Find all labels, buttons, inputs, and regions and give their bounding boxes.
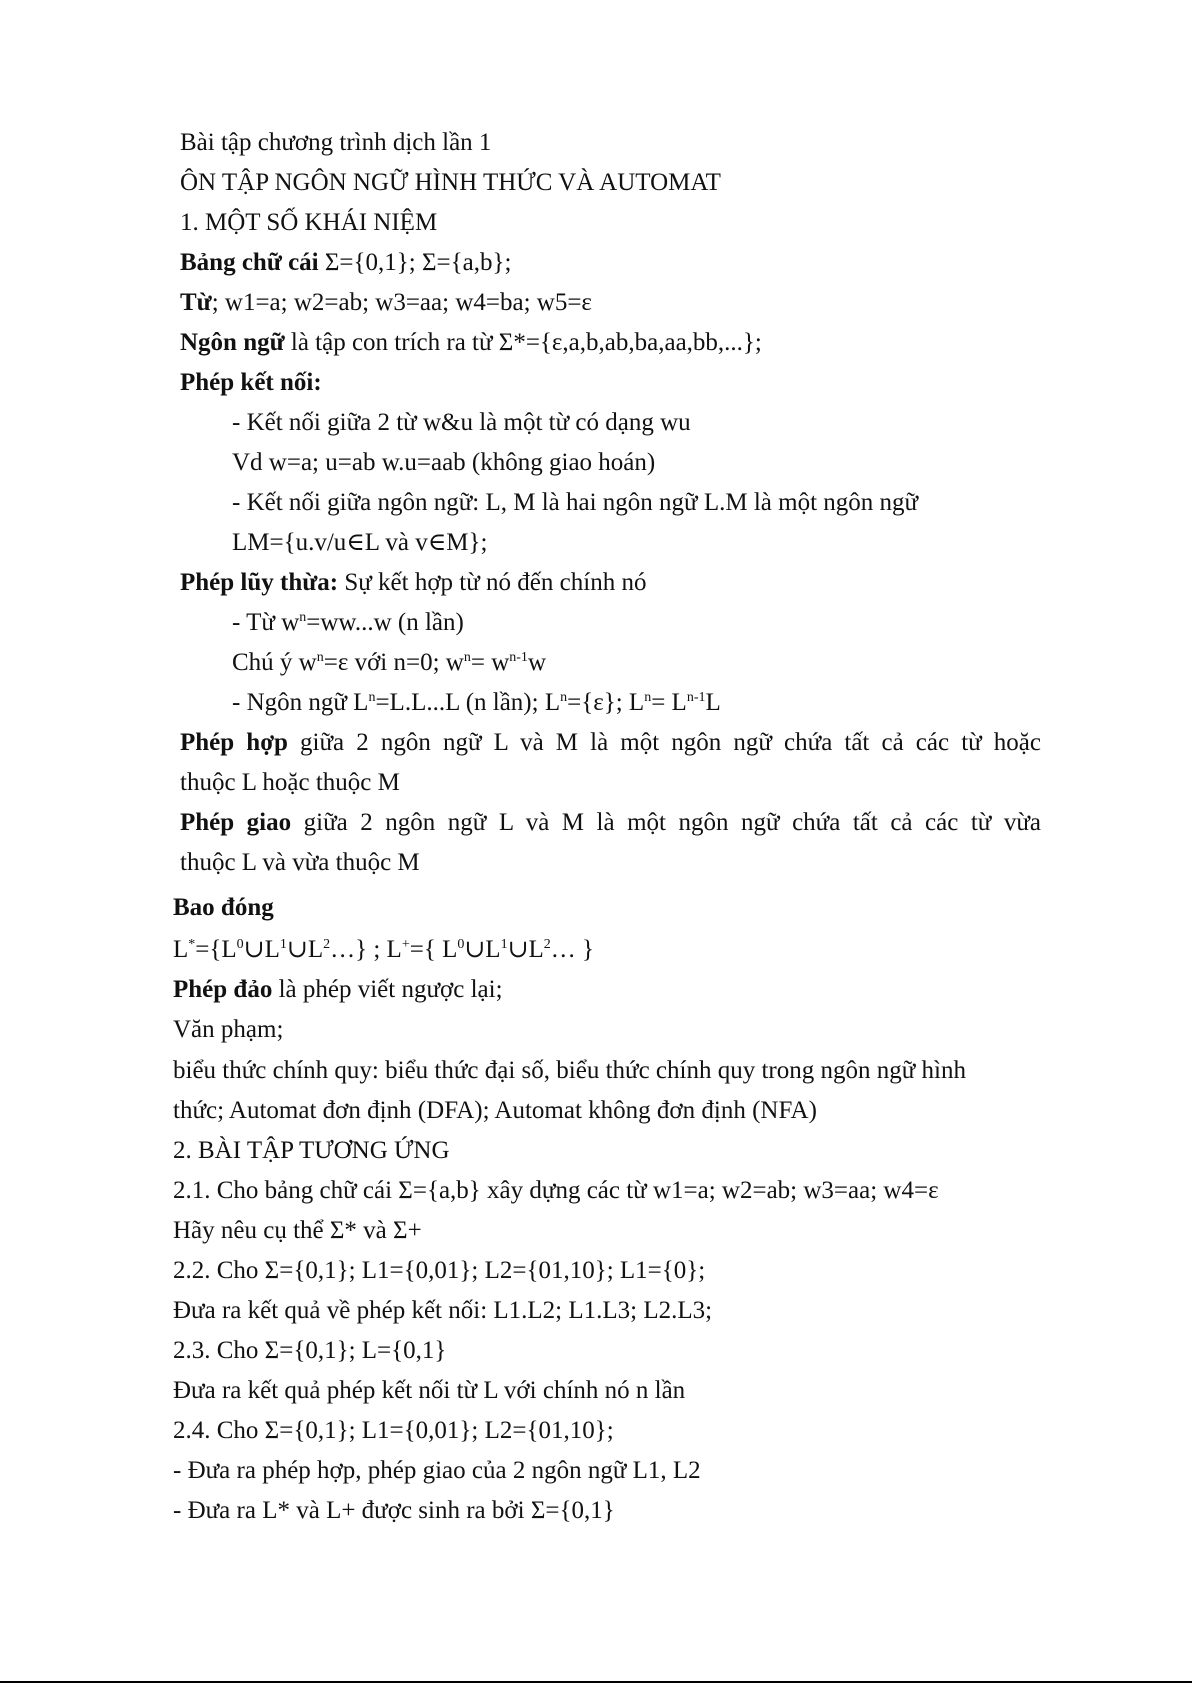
doc-subtitle: ÔN TẬP NGÔN NGỮ HÌNH THỨC VÀ AUTOMAT — [180, 169, 721, 196]
power-word: - Từ $w^n=ww...w$ (n lần) — [232, 609, 464, 636]
exercise-2-2: 2.2. Cho Σ={0,1}; L1={0,01}; L2={01,10}; L1={0}; — [173, 1257, 706, 1284]
doc-title: Bài tập chương trình dịch lần 1 — [180, 129, 492, 156]
concat-words: - Kết nối giữa 2 từ w&u là một từ có dạng wu — [232, 409, 691, 436]
union-def-cont: thuộc L hoặc thuộc M — [180, 769, 400, 796]
reverse-def: Phép đảo là phép viết ngược lại; — [173, 976, 503, 1003]
closure-heading: Bao đóng — [173, 894, 274, 921]
union-def: Phép hợp giữa 2 ngôn ngữ L và M là một ngôn ngữ chứa tất cả các từ hoặc — [180, 729, 1041, 756]
intersection-def-cont: thuộc L và vừa thuộc M — [180, 849, 420, 876]
concat-heading: Phép kết nối: — [180, 369, 322, 396]
exercise-2-4-task-1: - Đưa ra phép hợp, phép giao của 2 ngôn ngữ L1, L2 — [173, 1457, 701, 1484]
grammar-line: Văn phạm; — [173, 1016, 284, 1043]
section-1-heading: 1. MỘT SỐ KHÁI NIỆM — [180, 209, 438, 236]
power-heading: Phép lũy thừa: Sự kết hợp từ nó đến chính nó — [180, 569, 647, 596]
concat-languages-def: LM={u.v/u∈L và v∈M}; — [232, 529, 488, 556]
section-2-heading: 2. BÀI TẬP TƯƠNG ỨNG — [173, 1137, 450, 1164]
exercise-2-2-task: Đưa ra kết quả về phép kết nối: L1.L2; L1.L3; L2.L3; — [173, 1297, 713, 1324]
language-line: Ngôn ngữ là tập con trích ra từ Σ*={ε,a,b,ab,ba,aa,bb,...}; — [180, 329, 762, 356]
exercise-2-4: 2.4. Cho Σ={0,1}; L1={0,01}; L2={01,10}; — [173, 1417, 614, 1444]
intersection-def: Phép giao giữa 2 ngôn ngữ L và M là một ngôn ngữ chứa tất cả các từ vừa — [180, 809, 1041, 836]
concat-example: Vd w=a; u=ab w.u=aab (không giao hoán) — [232, 449, 656, 476]
exercise-2-4-task-2: - Đưa ra L* và L+ được sinh ra bởi Σ={0,1} — [173, 1497, 615, 1524]
concat-languages: - Kết nối giữa ngôn ngữ: L, M là hai ngôn ngữ L.M là một ngôn ngữ — [232, 489, 919, 516]
word-line: Từ; w1=a; w2=ab; w3=aa; w4=ba; w5=ε — [180, 289, 592, 316]
alphabet-line: Bảng chữ cái Σ={0,1}; Σ={a,b}; — [180, 249, 512, 276]
exercise-2-3: 2.3. Cho Σ={0,1}; L={0,1} — [173, 1337, 447, 1364]
exercise-2-3-task: Đưa ra kết quả phép kết nối từ L với chính nó n lần — [173, 1377, 686, 1404]
exercise-2-1: 2.1. Cho bảng chữ cái Σ={a,b} xây dựng các từ w1=a; w2=ab; w3=aa; w4=ε — [173, 1177, 939, 1204]
power-language: - Ngôn ngữ $L^n=L.L...L$ (n lần); $L^n=\{\varepsilon\}$; $L^n= L^{n-1}L$ — [232, 689, 721, 716]
power-note: Chú ý $w^n=\varepsilon$ với n=0; $w^n= w^{n-1}w$ — [232, 649, 546, 676]
automat-line: thức; Automat đơn định (DFA); Automat không đơn định (NFA) — [173, 1097, 817, 1124]
exercise-2-1-task: Hãy nêu cụ thể Σ* và Σ+ — [173, 1217, 422, 1244]
closure-formula: $L^*=\{L^0\cup L^1\cup L^2\dots\}$ ; L+={ $L^0\cup L^1\cup L^2\dots$ } — [173, 936, 595, 963]
page-bottom-rule — [0, 1681, 1192, 1683]
regex-line: biểu thức chính quy: biểu thức đại số, biểu thức chính quy trong ngôn ngữ hình — [173, 1057, 966, 1084]
